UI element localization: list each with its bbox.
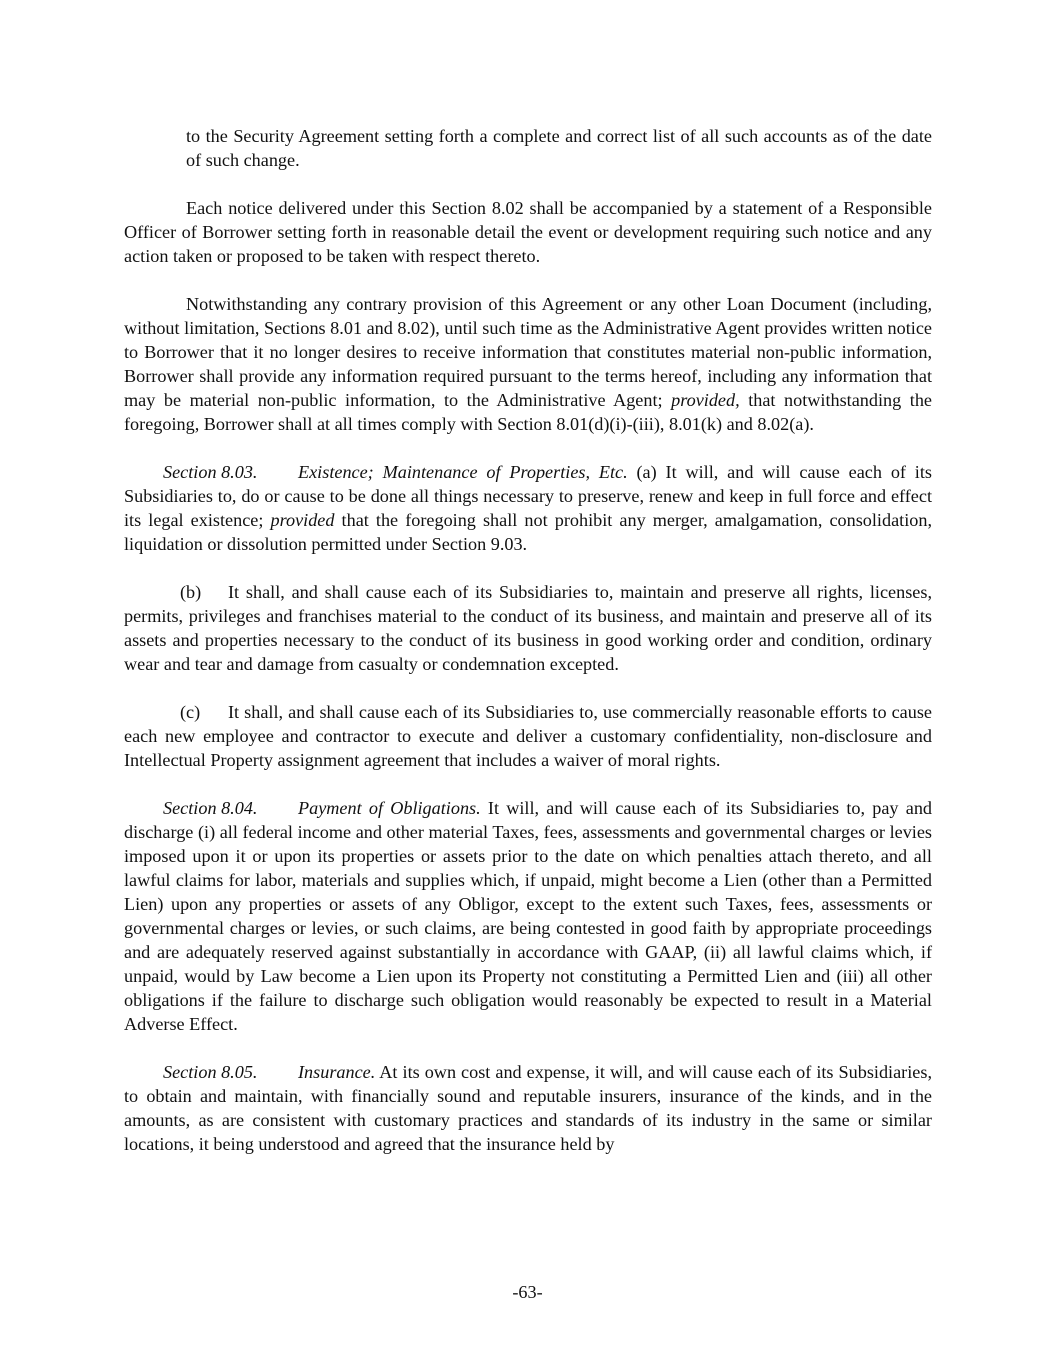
section-8-03-b-label: (b) <box>180 582 202 602</box>
section-8-04-number: Section 8.04. <box>163 798 258 818</box>
section-8-03-number: Section 8.03. <box>163 462 258 482</box>
section-8-05-paragraph <box>124 1060 932 1156</box>
section-8-04-title: Payment of Obligations. <box>298 798 481 818</box>
section-8-03-b-text: It shall, and shall cause each of its Subsidiaries to, maintain and preserve all rights, licenses, permits, privileges and franchises material to the conduct of its business, and maintain and preserve all of its assets and properties necessary to the conduct of its business in good working order and condition, ordinary wear and tear and damage from casualty or condemnation excepted. <box>124 582 932 674</box>
section-8-05-number: Section 8.05. <box>163 1062 258 1082</box>
section-8-03-title: Existence; Maintenance of Properties, Etc. <box>298 462 628 482</box>
notwithstanding-provided: provided, <box>671 390 740 410</box>
continuation-paragraph: to the Security Agreement setting forth a complete and correct list of all such accounts as of the date of such change. <box>186 126 932 170</box>
notwithstanding-text-2: that notwithstanding the foregoing, Borrower shall at all times comply with Section 8.01(d)(i)-(iii), 8.01(k) and 8.02(a). <box>124 390 932 434</box>
section-8-03-c-paragraph <box>124 700 932 772</box>
section-8-04-text: It will, and will cause each of its Subsidiaries to, pay and discharge (i) all federal income and other material Taxes, fees, assessments and governmental charges or levies imposed upon it or upon its properties or assets prior to the date on which penalties attach thereto, and all lawful claims for labor, materials and supplies which, if unpaid, might become a Lien (other than a Permitted Lien) upon any properties or assets of any Obligor, except to the extent such Taxes, fees, assessments or governmental charges or levies, or such claims, are being contested in good faith by appropriate proceedings and are adequately reserved against substantially in accordance with GAAP, (ii) all lawful claims which, if unpaid, would by Law become a Lien upon its Property not constituting a Permitted Lien and (iii) all other obligations if the failure to discharge such obligation would reasonably be expected to result in a Material Adverse Effect. <box>124 798 933 1034</box>
section-8-03-c-label: (c) <box>180 702 201 722</box>
section-8-03-provided: provided <box>270 510 335 530</box>
section-8-03-paragraph <box>124 460 932 556</box>
section-8-04-paragraph <box>124 796 932 1036</box>
section-8-05-title: Insurance. <box>298 1062 376 1082</box>
notwithstanding-text-1: Notwithstanding any contrary provision of this Agreement or any other Loan Document (including, without limitation, Sections 8.01 and 8.02), until such time as the Administrative Agent provides written notice to Borrower that it no longer desires to receive information that constitutes material non-public information, Borrower shall provide any information required pursuant to the terms hereof, including any information that may be material non-public information, to the Administrative Agent; <box>124 294 932 410</box>
section-8-03-b-paragraph <box>124 580 932 676</box>
page-number: -63- <box>512 1282 543 1302</box>
section-8-05-text: At its own cost and expense, it will, and will cause each of its Subsidiaries, to obtain and maintain, with financially sound and reputable insurers, insurance of the kinds, and in the amounts, as are consistent with customary practices and standards of its industry in the same or similar locations, it being understood and agreed that the insurance held by <box>124 1062 932 1154</box>
notice-statement-paragraph: Each notice delivered under this Section 8.02 shall be accompanied by a statement of a Responsible Officer of Borrower setting forth in reasonable detail the event or development requiring such notice and any action taken or proposed to be taken with respect thereto. <box>124 198 932 266</box>
section-8-03-text-1: (a) It will, and will cause each of its Subsidiaries to, do or cause to be done all things necessary to preserve, renew and keep in full force and effect its legal existence; <box>124 462 932 530</box>
section-8-03-text-2: that the foregoing shall not prohibit any merger, amalgamation, consolidation, liquidation or dissolution permitted under Section 9.03. <box>124 510 932 554</box>
notwithstanding-paragraph <box>124 292 932 436</box>
document-page <box>124 124 932 1180</box>
section-8-03-c-text: It shall, and shall cause each of its Subsidiaries to, use commercially reasonable efforts to cause each new employee and contractor to execute and deliver a customary confidentiality, non-disclosure and Intellectual Property assignment agreement that includes a waiver of moral rights. <box>124 702 932 770</box>
